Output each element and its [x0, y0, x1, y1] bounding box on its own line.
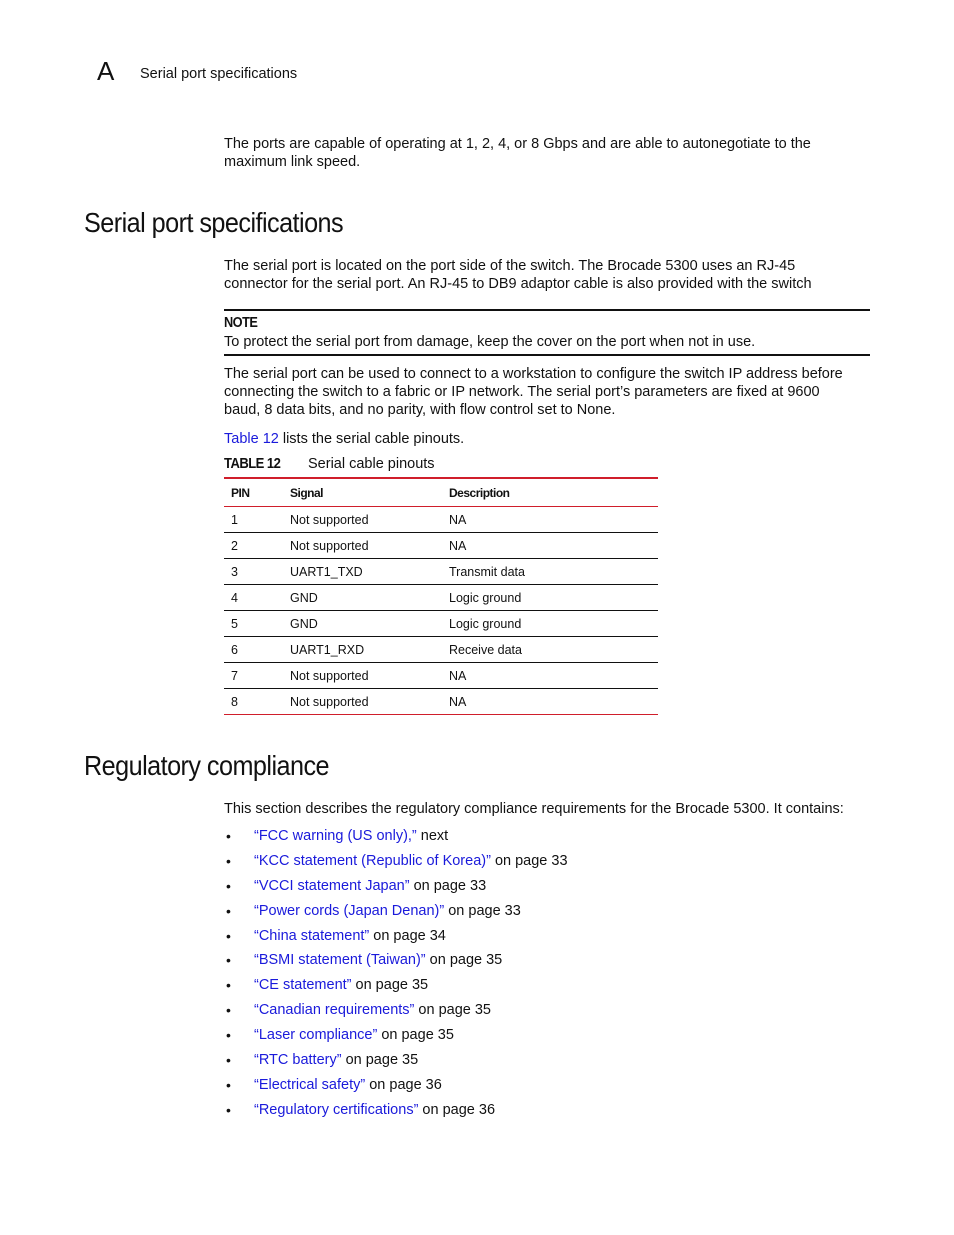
- topic-link[interactable]: “China statement”: [254, 927, 370, 944]
- cell-description: NA: [442, 663, 658, 689]
- bullet-icon: •: [226, 1052, 231, 1069]
- regulatory-intro: This section describes the regulatory compliance requirements for the Brocade 5300. It contains:: [224, 801, 844, 817]
- list-item: [224, 1075, 568, 1100]
- topic-page-ref: on page 36: [365, 1076, 442, 1093]
- cell-description: NA: [442, 507, 658, 533]
- bullet-icon: •: [226, 1002, 231, 1019]
- cell-signal: Not supported: [283, 689, 442, 715]
- cell-pin: 4: [224, 585, 283, 611]
- header-pin: PIN: [224, 478, 283, 507]
- cell-description: NA: [442, 689, 658, 715]
- bullet-icon: •: [226, 828, 231, 844]
- section-heading-regulatory: Regulatory compliance: [84, 750, 329, 781]
- topic-link[interactable]: “Laser compliance”: [254, 1027, 378, 1044]
- bullet-icon: •: [226, 952, 231, 969]
- list-item: [224, 876, 568, 901]
- cell-description: Receive data: [442, 637, 658, 663]
- cell-description: Logic ground: [442, 611, 658, 637]
- topic-page-ref: on page 33: [444, 902, 521, 919]
- cell-signal: Not supported: [283, 507, 442, 533]
- topic-link[interactable]: “CE statement”: [254, 977, 352, 994]
- serial-para2-line2: connecting the switch to a fabric or IP network. The serial port’s parameters are fixed at 9600: [224, 384, 820, 400]
- table-row: [224, 559, 658, 585]
- cell-description: Logic ground: [442, 585, 658, 611]
- cell-pin: 3: [224, 559, 283, 585]
- list-item: [224, 1025, 568, 1050]
- table-row: [224, 637, 658, 663]
- regulatory-topics-list: [224, 826, 568, 1125]
- table-row: [224, 507, 658, 533]
- topic-page-ref: on page 35: [425, 952, 503, 969]
- table-header-row: [224, 478, 658, 507]
- cell-signal: UART1_RXD: [283, 637, 442, 663]
- topic-link[interactable]: “RTC battery”: [254, 1052, 342, 1069]
- topic-page-ref: on page 35: [341, 1052, 419, 1069]
- list-item: [224, 950, 568, 975]
- cell-pin: 7: [224, 663, 283, 689]
- bullet-icon: •: [226, 902, 231, 919]
- topic-page-ref: on page 35: [414, 1002, 491, 1019]
- bullet-icon: •: [226, 927, 231, 944]
- topic-page-ref: next: [416, 828, 449, 844]
- table-caption-title: Serial cable pinouts: [308, 456, 435, 472]
- topic-page-ref: on page 36: [418, 1101, 496, 1118]
- list-item: [224, 975, 568, 1000]
- cell-signal: Not supported: [283, 663, 442, 689]
- cell-pin: 1: [224, 507, 283, 533]
- note-text: To protect the serial port from damage, keep the cover on the port when not in use.: [224, 334, 756, 350]
- cell-description: NA: [442, 533, 658, 559]
- table-row: [224, 533, 658, 559]
- cell-signal: Not supported: [283, 533, 442, 559]
- list-item: [224, 1000, 568, 1025]
- running-header-title: Serial port specifications: [140, 66, 298, 82]
- list-item: [224, 851, 568, 876]
- cell-pin: 5: [224, 611, 283, 637]
- table-row: [224, 663, 658, 689]
- topic-link[interactable]: “BSMI statement (Taiwan)”: [254, 952, 426, 969]
- table-reference-sentence: [224, 430, 464, 448]
- table-row: [224, 611, 658, 637]
- cell-signal: GND: [283, 611, 442, 637]
- serial-pinout-table: [224, 477, 658, 715]
- cell-pin: 6: [224, 637, 283, 663]
- list-item: [224, 826, 568, 851]
- bullet-icon: •: [226, 1027, 231, 1044]
- topic-link[interactable]: “KCC statement (Republic of Korea)”: [254, 852, 491, 869]
- topic-page-ref: on page 34: [369, 927, 446, 944]
- list-item: [224, 926, 568, 951]
- topic-link[interactable]: “VCCI statement Japan”: [254, 877, 410, 894]
- cell-signal: GND: [283, 585, 442, 611]
- topic-link[interactable]: “Canadian requirements”: [254, 1002, 415, 1019]
- list-item: [224, 901, 568, 926]
- bullet-icon: •: [226, 977, 231, 994]
- table-reference-rest: lists the serial cable pinouts.: [278, 431, 465, 447]
- table-row: [224, 689, 658, 715]
- header-signal: Signal: [283, 478, 442, 507]
- serial-para1-line2: connector for the serial port. An RJ-45 to DB9 adaptor cable is also provided with the switch: [224, 276, 812, 292]
- intro-paragraph: The ports are capable of operating at 1, 2, 4, or 8 Gbps and are able to autonegotiate to the maximum link speed.: [224, 136, 811, 170]
- list-item: [224, 1100, 568, 1125]
- appendix-letter: A: [97, 56, 115, 86]
- bullet-icon: •: [226, 1076, 231, 1093]
- cell-pin: 8: [224, 689, 283, 715]
- cell-signal: UART1_TXD: [283, 559, 442, 585]
- list-item: [224, 1050, 568, 1075]
- table-12-link[interactable]: Table 12: [224, 431, 279, 447]
- topic-page-ref: on page 35: [351, 977, 429, 994]
- topic-link[interactable]: “Regulatory certifications”: [254, 1101, 419, 1118]
- bullet-icon: •: [226, 852, 231, 869]
- bullet-icon: •: [226, 877, 231, 894]
- cell-description: Transmit data: [442, 559, 658, 585]
- bullet-icon: •: [226, 1101, 231, 1118]
- topic-link[interactable]: “FCC warning (US only),”: [254, 828, 417, 844]
- serial-para2-line1: The serial port can be used to connect to a workstation to configure the switch IP address before: [224, 366, 843, 382]
- topic-page-ref: on page 33: [409, 877, 487, 894]
- table-row: [224, 585, 658, 611]
- section-heading-serial: Serial port specifications: [84, 207, 344, 238]
- note-box: [224, 309, 870, 356]
- header-description: Description: [442, 478, 658, 507]
- note-label: NOTE: [224, 315, 258, 331]
- serial-para1-line1: The serial port is located on the port side of the switch. The Brocade 5300 uses an RJ-45: [224, 258, 796, 274]
- table-caption-label: TABLE 12: [224, 456, 281, 472]
- topic-link[interactable]: “Power cords (Japan Denan)”: [254, 902, 445, 919]
- cell-pin: 2: [224, 533, 283, 559]
- topic-page-ref: on page 35: [377, 1027, 454, 1044]
- topic-page-ref: on page 33: [490, 852, 568, 869]
- serial-para2-line3: baud, 8 data bits, and no parity, with flow control set to None.: [224, 402, 616, 418]
- topic-link[interactable]: “Electrical safety”: [254, 1076, 366, 1093]
- table-caption: [224, 455, 435, 473]
